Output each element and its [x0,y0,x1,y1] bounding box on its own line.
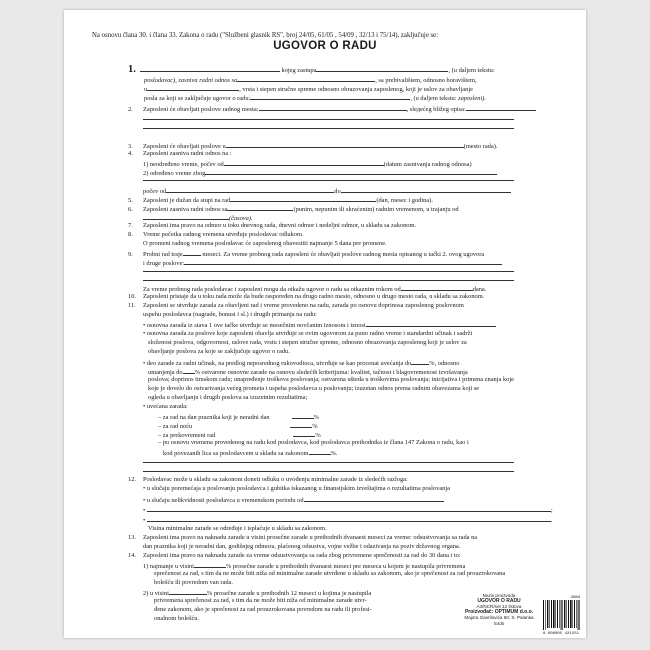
blank-line[interactable] [143,471,514,472]
period-to-field[interactable] [341,186,511,193]
section-14-item-1-line-2 [154,570,505,577]
section-1-text: , (u daljem tekstu: [410,95,457,102]
barcode-number: 8 606005 421251 [543,632,580,636]
notice-days-field[interactable] [401,284,473,291]
section-4-option-1 [143,159,472,168]
section-14-text: onalnom bolešću. [154,615,200,622]
barcode-image [542,592,582,634]
section-11 [128,302,464,309]
section-5-text: (dan, mesec i godina). [376,197,433,204]
section-6-line-2 [143,213,253,222]
section-14-text: 1) najmanje u visini [143,563,194,570]
section-11-performance-3 [148,376,514,383]
section-11-salary-basis-3 [148,348,290,355]
section-1-text: , sa prebivalištem, odnosno boravištem, [375,77,477,84]
start-date-field[interactable] [224,159,384,166]
section-12-reason-2: • u slučaju nelikvidnosti poslodavca u vremenskom periodu od [143,495,444,504]
product-label: Naziv proizvoda [482,593,516,598]
employee-name-field[interactable] [237,75,375,82]
section-11-increased-salary: • uvećana zarada: [143,403,188,410]
sick-leave-percent-field[interactable] [194,561,226,568]
decrease-percent-field[interactable] [183,367,195,374]
base-salary-field[interactable] [366,320,496,327]
section-number: 12. [128,476,136,483]
section-9-text: Za vreme probnog rada poslodavac i zaposleni mogu da otkažu ugovor o radu sa otkaznim rokom od [143,286,401,293]
section-1-text: posla za koji se zaključuje ugovor o radu: [144,95,251,102]
section-14-text: privremena sprečenost za rad, s tim da ne može biti niža od minimalne zarade utvr- [154,597,367,604]
blank-line[interactable] [143,271,514,272]
section-11-text: osnovna zarada iz stava 1 ove tačke utvrđuje se mesečnim novčanim iznosom i iznosi [146,322,366,329]
illiquidity-period-field[interactable] [304,495,444,502]
section-4-text: (datum zasnivanja radnog odnosa) [383,161,472,168]
section-1-text: u [144,86,148,93]
section-number: 5. [128,197,133,204]
legal-basis-text: Na osnovu člana 30. i člana 33. Zakona o radu ("Službeni glasnik RS", broj 24/05, 61/05 , 54/09 , 32/13 i 75/14), zaključuje se: [92,32,439,39]
other-reason-field[interactable] [147,515,551,522]
representative-field[interactable] [316,65,448,72]
section-11-text: ogleda u obavljanju i drugih poslova sa izuzetnim rezultatima; [148,394,308,401]
section-number: 8. [128,231,133,238]
product-code: S4ds [493,620,505,626]
blank-line[interactable] [143,462,514,463]
education-field[interactable] [250,93,410,100]
probation-months-field[interactable] [183,249,201,256]
section-4-text: do [334,188,341,195]
section-2-text: , slедеćeg bližeg opisa: [406,106,466,113]
section-9-line-2 [143,258,502,267]
percent-sign: % [312,423,318,430]
document-title: UGOVOR O RADU [273,40,377,52]
injury-percent-field[interactable] [169,588,207,595]
section-11-base-salary: • osnovna zarada iz stava 1 ove tačke utvrđuje se mesečnim novčanim iznosom i iznosi [143,320,496,329]
other-reason-field[interactable] [147,505,551,512]
seniority-rate [158,439,469,446]
section-12 [128,476,408,483]
section-9 [128,249,484,258]
employer-name-field[interactable] [140,65,280,72]
section-number: 14. [128,552,136,559]
residence-field[interactable] [147,84,239,91]
section-number: 7. [128,222,133,229]
blank-line[interactable] [143,180,514,181]
section-number: 1. [128,64,136,75]
overtime-percent-field[interactable] [293,430,315,437]
section-3-text: (mesto rada). [463,143,498,150]
seniority-percent-field[interactable] [309,448,331,455]
section-4-text: Zaposleni zasniva radni odnos na : [143,150,232,157]
overtime-rate [158,430,321,439]
section-number: 2. [128,106,133,113]
section-11-text: % ostvarene osnovne zarade na osnovu sledećih kriterijuma: kvalitet, tačnost i blagovremenost izvršavanja [194,369,468,376]
section-3 [128,141,497,150]
section-12-note [148,525,327,532]
section-11-text: umanjenja do [148,369,183,376]
section-4-period [143,186,511,195]
job-description-field[interactable] [466,104,536,111]
section-11-performance: • deo zarade za radni učinak, na predlog neposrednog rukovodioca, utvrđuje se kao procenat uvećanja do %, odnosno [143,360,460,367]
section-6-text: (punim, nepunim ili skraćenim) radnim vremenom, u trajanju od [293,206,459,213]
section-9-line-3 [143,284,486,293]
section-4-text: počev od [143,188,167,195]
section-14-text: Zaposleni ima pravo na naknadu zarade za vreme odsustvovanja sa rada zbog privremene sprečenosti za rad do 30 dana i to: [143,552,461,559]
section-6-text: (časova). [229,215,253,222]
section-6-text: Zaposleni zasniva radni odnos sa [143,206,228,213]
section-8-line-2 [143,240,387,247]
section-5 [128,195,433,204]
blank-line[interactable] [143,128,514,129]
section-11-text: – po osnovu vremena provedenog na radu kod poslodavca, kod poslodavca prethodnika iz člana 147 Zakona o radu, kao i [158,439,469,446]
section-14-text: % prosečne zarade u prethodnih 12 meseci u kojima je nastupila [206,590,372,597]
holiday-percent-field[interactable] [292,412,314,419]
section-11-text: – za rad na dan praznika koji je neradni dan [158,414,270,421]
start-work-date-field[interactable] [230,195,376,202]
job-position-field[interactable] [259,104,407,111]
section-11-text: uvećana zarada: [146,403,188,410]
section-11-text: – za prekovremeni rad [158,432,216,439]
section-number: 9. [128,251,133,258]
section-1-line-4 [144,93,486,102]
section-8-text: Vreme početka radnog vremena utvrđuje poslodavac odlukom. [143,231,304,238]
section-12-text: u slučaju nelikvidnosti poslodavca u vremenskom periodu od [146,497,304,504]
section-13-text: Zaposleni ima pravo na naknadu zarade u visini prosečne zarade u prethodnih dvanaest meseci za vreme: odsustvovanja sa rada na [143,534,478,541]
section-10-text: Zaposleni pristaje da u toku rada može da bude raspoređen na drugo radno mesto, odnosno u drugo mesto rada, u skladu sa zakonom. [143,293,485,300]
section-11-salary-basis: • osnovna zarada za poslove koje zaposleni obavlja utvrđuje se ovim ugovorom za puno radno vreme i standardni učinak i sadrži [143,330,473,337]
section-11-text: deo zarade za radni učinak, na predlog neposrednog rukovodioca, utvrđuje se kao procenat uvećanja do [146,360,412,367]
section-14-item-2-line-3 [154,606,372,613]
section-11-performance-4 [148,385,479,392]
section-11-text: – za rad noću [158,423,193,430]
section-4-option-2 [143,168,497,177]
section-5-text: Zaposleni je dužan da stupi na rad [143,197,231,204]
section-6 [128,204,459,213]
section-4-heading [128,150,232,157]
section-14-item-2 [143,588,371,597]
section-11-text: Zaposleni se utvrđuje zarada za obavljeni rad i vreme provedeno na radu, zarada po osnovu doprinosa zaposlenog poslovnom [143,302,464,309]
section-13-line-2 [143,543,460,550]
section-1-text: kojeg zastupa [281,67,317,74]
section-14-text: đene zakonom, ako je sprečenost za rad prouzrokovana povredom na radu ili profesi- [154,606,372,613]
section-11-text: obavljanje poslova za koje se zaključuje ugovor o radu. [148,348,290,355]
section-9-text: meseci. Za vreme probnog rada zaposleni će obavljati poslove radnog mesta opisanog u tački 2. ovog ugovora [202,251,485,258]
section-7 [128,222,416,229]
section-14-item-1-line-3 [154,579,233,586]
section-7-text: Zaposleni ima pravo na odmor u toku dnevnog rada, dnevni odmor i nedeljni odmor, u skladu sa zakonom. [143,222,417,229]
night-rate [158,421,318,430]
section-2-text: Zaposleni će obavljati poslove radnog mesta: [143,106,259,113]
hours-field[interactable] [143,213,229,220]
fixed-term-reason-field[interactable] [205,168,497,175]
percent-sign: % [315,432,321,439]
section-10 [128,293,484,300]
section-number: 13. [128,534,136,541]
work-location-field[interactable] [226,141,464,148]
increase-percent-field[interactable] [411,358,429,365]
section-9-text: Probni rad traje [143,251,183,258]
section-14 [128,552,461,559]
section-1-line-1 [128,65,495,74]
publisher-info [456,593,542,627]
section-11-text: %, odnosno [429,360,460,367]
section-12-text: Visina minimalne zarade se određuje i isplaćuje u skladu sa zakonom. [148,525,327,532]
holiday-rate [158,412,319,421]
section-14-item-2-line-2 [154,597,367,604]
section-number: 6. [128,206,133,213]
section-11-text: uspehu poslodavca (nagrade, bonusi i sl.) i drugih primanja na radu: [143,311,317,318]
contract-page [64,10,586,638]
section-9-text: dana. [472,286,487,293]
work-time-type-field[interactable] [227,204,293,211]
period-from-field[interactable] [166,186,334,193]
section-14-item-1 [143,561,465,570]
section-11-line-2 [143,311,317,318]
section-8 [128,231,304,238]
seniority-rate-2 [163,448,337,457]
percent-sign: %. [330,450,338,457]
percent-sign: % [313,414,319,421]
section-14-text: bolešću ili povredom van rada. [154,579,233,586]
section-14-text: % prosečne zarade u prethodnih dvanaest meseci pre meseca u kojem je nastupila privremena [225,563,466,570]
section-12-reason-3: • ; [143,507,553,514]
section-1-text: , vrsta i stepen stručne spreme odnosno obrazovanja zaposlenog, koji je uslov za obavljanje [239,86,473,93]
section-11-performance-5 [148,394,307,401]
manufacturer-address: Majora Gavrilovića 50, S. Palanka [464,615,534,621]
section-2-line-1 [128,104,536,113]
section-11-text: kod povezanih lica sa poslodavcem u skladu sa zakonom [163,450,309,457]
night-percent-field[interactable] [290,421,312,428]
section-1-line-2 [144,75,477,84]
section-11-text: složenost poslova, odgovornost, uslove rada, vrstu i stepen stručne spreme, odnosno obrazovanja zaposlenog koji je uslov za [148,339,467,346]
section-12-reason-4: • . [143,517,553,524]
manufacturer: Proizvođač: OPTIMUM d.o.o. [464,608,534,615]
section-3-text: Zaposleni će obavljati poslove u [143,143,226,150]
section-13-text: dan praznika koji je neradni dan, godišnjeg odmora, plaćenog odsustva, vojne vežbe i odazivanja na poziv državnog organa. [143,543,461,550]
section-1-text: poslodavac), zasniva radni odnos sa [144,77,238,84]
section-14-text: sprečenost za rad, s tim da ne može biti niža od minimalne zarade utvrđene u skladu sa zakonom, ako je sprečenost za rad prouzrokovana [154,570,506,577]
section-11-text: osnovna zarada za poslove koje zaposleni obavlja utvrđuje se ovim ugovorom za puno radno vreme i standardni učinak i sadrži [146,330,473,337]
blank-line[interactable] [143,119,514,120]
section-1-text: zaposleni). [458,95,486,102]
section-number: 4. [128,150,133,157]
section-1-text: , (u daljem tekstu: [448,67,495,74]
section-11-salary-basis-2 [148,339,467,346]
section-13 [128,534,477,541]
product-format: A4/NCR/set 12 listova [476,604,522,610]
blank-line[interactable] [143,280,514,281]
section-11-performance-2 [148,367,468,376]
section-9-text: i druge poslove: [143,260,185,267]
section-14-text: 2) u visini [143,590,169,597]
section-number: 11. [128,302,136,309]
section-12-text: Poslodavac može u skladu sa zakonom doneti odluku o uvođenju minimalne zarade iz sledećih razloga: [143,476,408,483]
other-duties-field[interactable] [184,258,502,265]
section-12-text: u slučaju poremećaja u poslovanju poslodavca i gubitka iskazanog u finansijskim izveštajima o rezultatima poslovanja [146,485,450,492]
section-14-item-2-line-4 [154,615,199,622]
section-number: 3. [128,143,133,150]
section-11-text: koje je dovelo do ostvarivanja većeg prometa i uspeha poslodavca u poslovanju; izuzetan odnos prema radnim obavezama koji se [148,385,480,392]
section-number: 10. [128,293,136,300]
section-4-text: 1) neodređeno vreme, počev od [143,161,224,168]
product-name: UGOVOR O RADU [477,597,521,604]
section-1-line-3 [144,84,473,93]
barcode-code: 0844 [571,594,580,599]
section-12-reason-1: • u slučaju poremećaja u poslovanju poslodavca i gubitka iskazanog u finansijskim izveštajima o rezultatima poslovanja [143,485,450,492]
section-8-text: O promeni radnog vremena poslodavac će zaposlenog obavestiti najmanje 5 dana pre promene. [143,240,387,247]
section-4-text: 2) određeno vreme zbog [143,170,206,177]
section-11-text: poslova; doprinos timskom radu; unapređenje troškova poslovanja; ostvarena ušteda u troškovima poslovanja; inicijativa i primena znanja koje [148,376,514,383]
